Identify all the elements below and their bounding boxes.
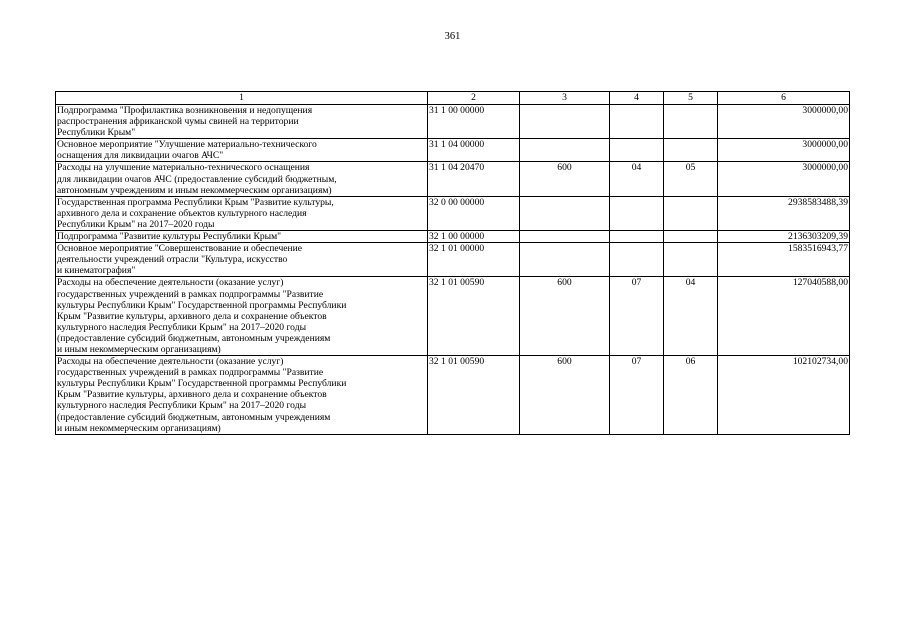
row-expense-type bbox=[520, 243, 610, 277]
row-section: 04 bbox=[610, 162, 664, 196]
row-section bbox=[610, 243, 664, 277]
row-amount: 3000000,00 bbox=[718, 139, 850, 162]
row-section bbox=[610, 105, 664, 139]
column-header: 4 bbox=[610, 92, 664, 105]
row-subsection: 05 bbox=[664, 162, 718, 196]
row-amount: 1583516943,77 bbox=[718, 243, 850, 277]
table-row bbox=[56, 231, 850, 243]
page-number: 361 bbox=[444, 31, 461, 42]
column-header: 2 bbox=[428, 92, 520, 105]
row-target-code: 31 1 04 00000 bbox=[428, 139, 520, 162]
row-target-code: 32 1 01 00590 bbox=[428, 277, 520, 356]
row-subsection bbox=[664, 105, 718, 139]
row-name: Расходы на обеспечение деятельности (оказание услуг) государственных учреждений в рамках подпрограммы "Развитие культуры Республики Крым" Государственной программы Республики Крым "Развитие культуры, архивного дела и сохранение объектов культурного наследия Республики Крым" на 2017–2020 годы (предоставление субсидий бюджетным, автономным учреждениям и иным некоммерческим организациям) bbox=[56, 277, 428, 356]
row-amount: 102102734,00 bbox=[718, 356, 850, 435]
row-section bbox=[610, 196, 664, 230]
row-target-code: 31 1 00 00000 bbox=[428, 105, 520, 139]
row-name: Расходы на улучшение материально-технического оснащения для ликвидации очагов АЧС (предоставление субсидий бюджетным, автономным учреждениям и иным некоммерческим организациям) bbox=[56, 162, 428, 196]
row-name: Основное мероприятие "Совершенствование и обеспечение деятельности учреждений отрасли "Культура, искусство и кинематография" bbox=[56, 243, 428, 277]
row-subsection: 04 bbox=[664, 277, 718, 356]
table-row bbox=[56, 356, 850, 435]
row-amount: 2938583488,39 bbox=[718, 196, 850, 230]
table-row bbox=[56, 277, 850, 356]
row-name: Основное мероприятие "Улучшение материально-технического оснащения для ликвидации очагов АЧС" bbox=[56, 139, 428, 162]
table-row bbox=[56, 105, 850, 139]
header-row bbox=[56, 92, 850, 105]
row-section: 07 bbox=[610, 277, 664, 356]
row-name: Подпрограмма "Профилактика возникновения и недопущения распространения африканской чумы свиней на территории Республики Крым" bbox=[56, 105, 428, 139]
column-header: 6 bbox=[718, 92, 850, 105]
row-expense-type bbox=[520, 139, 610, 162]
column-header: 3 bbox=[520, 92, 610, 105]
row-target-code: 31 1 04 20470 bbox=[428, 162, 520, 196]
table-row bbox=[56, 162, 850, 196]
row-expense-type bbox=[520, 105, 610, 139]
row-expense-type: 600 bbox=[520, 162, 610, 196]
column-header: 5 bbox=[664, 92, 718, 105]
row-amount: 2136303209,39 bbox=[718, 231, 850, 243]
row-amount: 127040588,00 bbox=[718, 277, 850, 356]
row-target-code: 32 0 00 00000 bbox=[428, 196, 520, 230]
table-row bbox=[56, 243, 850, 277]
row-target-code: 32 1 01 00000 bbox=[428, 243, 520, 277]
row-expense-type: 600 bbox=[520, 356, 610, 435]
row-name: Расходы на обеспечение деятельности (оказание услуг) государственных учреждений в рамках подпрограммы "Развитие культуры Республики Крым" Государственной программы Республики Крым "Развитие культуры, архивного дела и сохранение объектов культурного наследия Республики Крым" на 2017–2020 годы (предоставление субсидий бюджетным, автономным учреждениям и иным некоммерческим организациям) bbox=[56, 356, 428, 435]
row-subsection bbox=[664, 196, 718, 230]
row-amount: 3000000,00 bbox=[718, 162, 850, 196]
row-subsection bbox=[664, 139, 718, 162]
row-name: Государственная программа Республики Крым "Развитие культуры, архивного дела и сохранение объектов культурного наследия Республики Крым" на 2017–2020 годы bbox=[56, 196, 428, 230]
table-row bbox=[56, 139, 850, 162]
row-target-code: 32 1 01 00590 bbox=[428, 356, 520, 435]
row-subsection bbox=[664, 243, 718, 277]
row-section bbox=[610, 139, 664, 162]
row-name: Подпрограмма "Развитие культуры Республики Крым" bbox=[56, 231, 428, 243]
table-row bbox=[56, 196, 850, 230]
row-section bbox=[610, 231, 664, 243]
row-subsection: 06 bbox=[664, 356, 718, 435]
column-header: 1 bbox=[56, 92, 428, 105]
row-target-code: 32 1 00 00000 bbox=[428, 231, 520, 243]
budget-table bbox=[55, 91, 850, 435]
row-subsection bbox=[664, 231, 718, 243]
row-section: 07 bbox=[610, 356, 664, 435]
row-expense-type: 600 bbox=[520, 277, 610, 356]
row-expense-type bbox=[520, 196, 610, 230]
row-amount: 3000000,00 bbox=[718, 105, 850, 139]
row-expense-type bbox=[520, 231, 610, 243]
